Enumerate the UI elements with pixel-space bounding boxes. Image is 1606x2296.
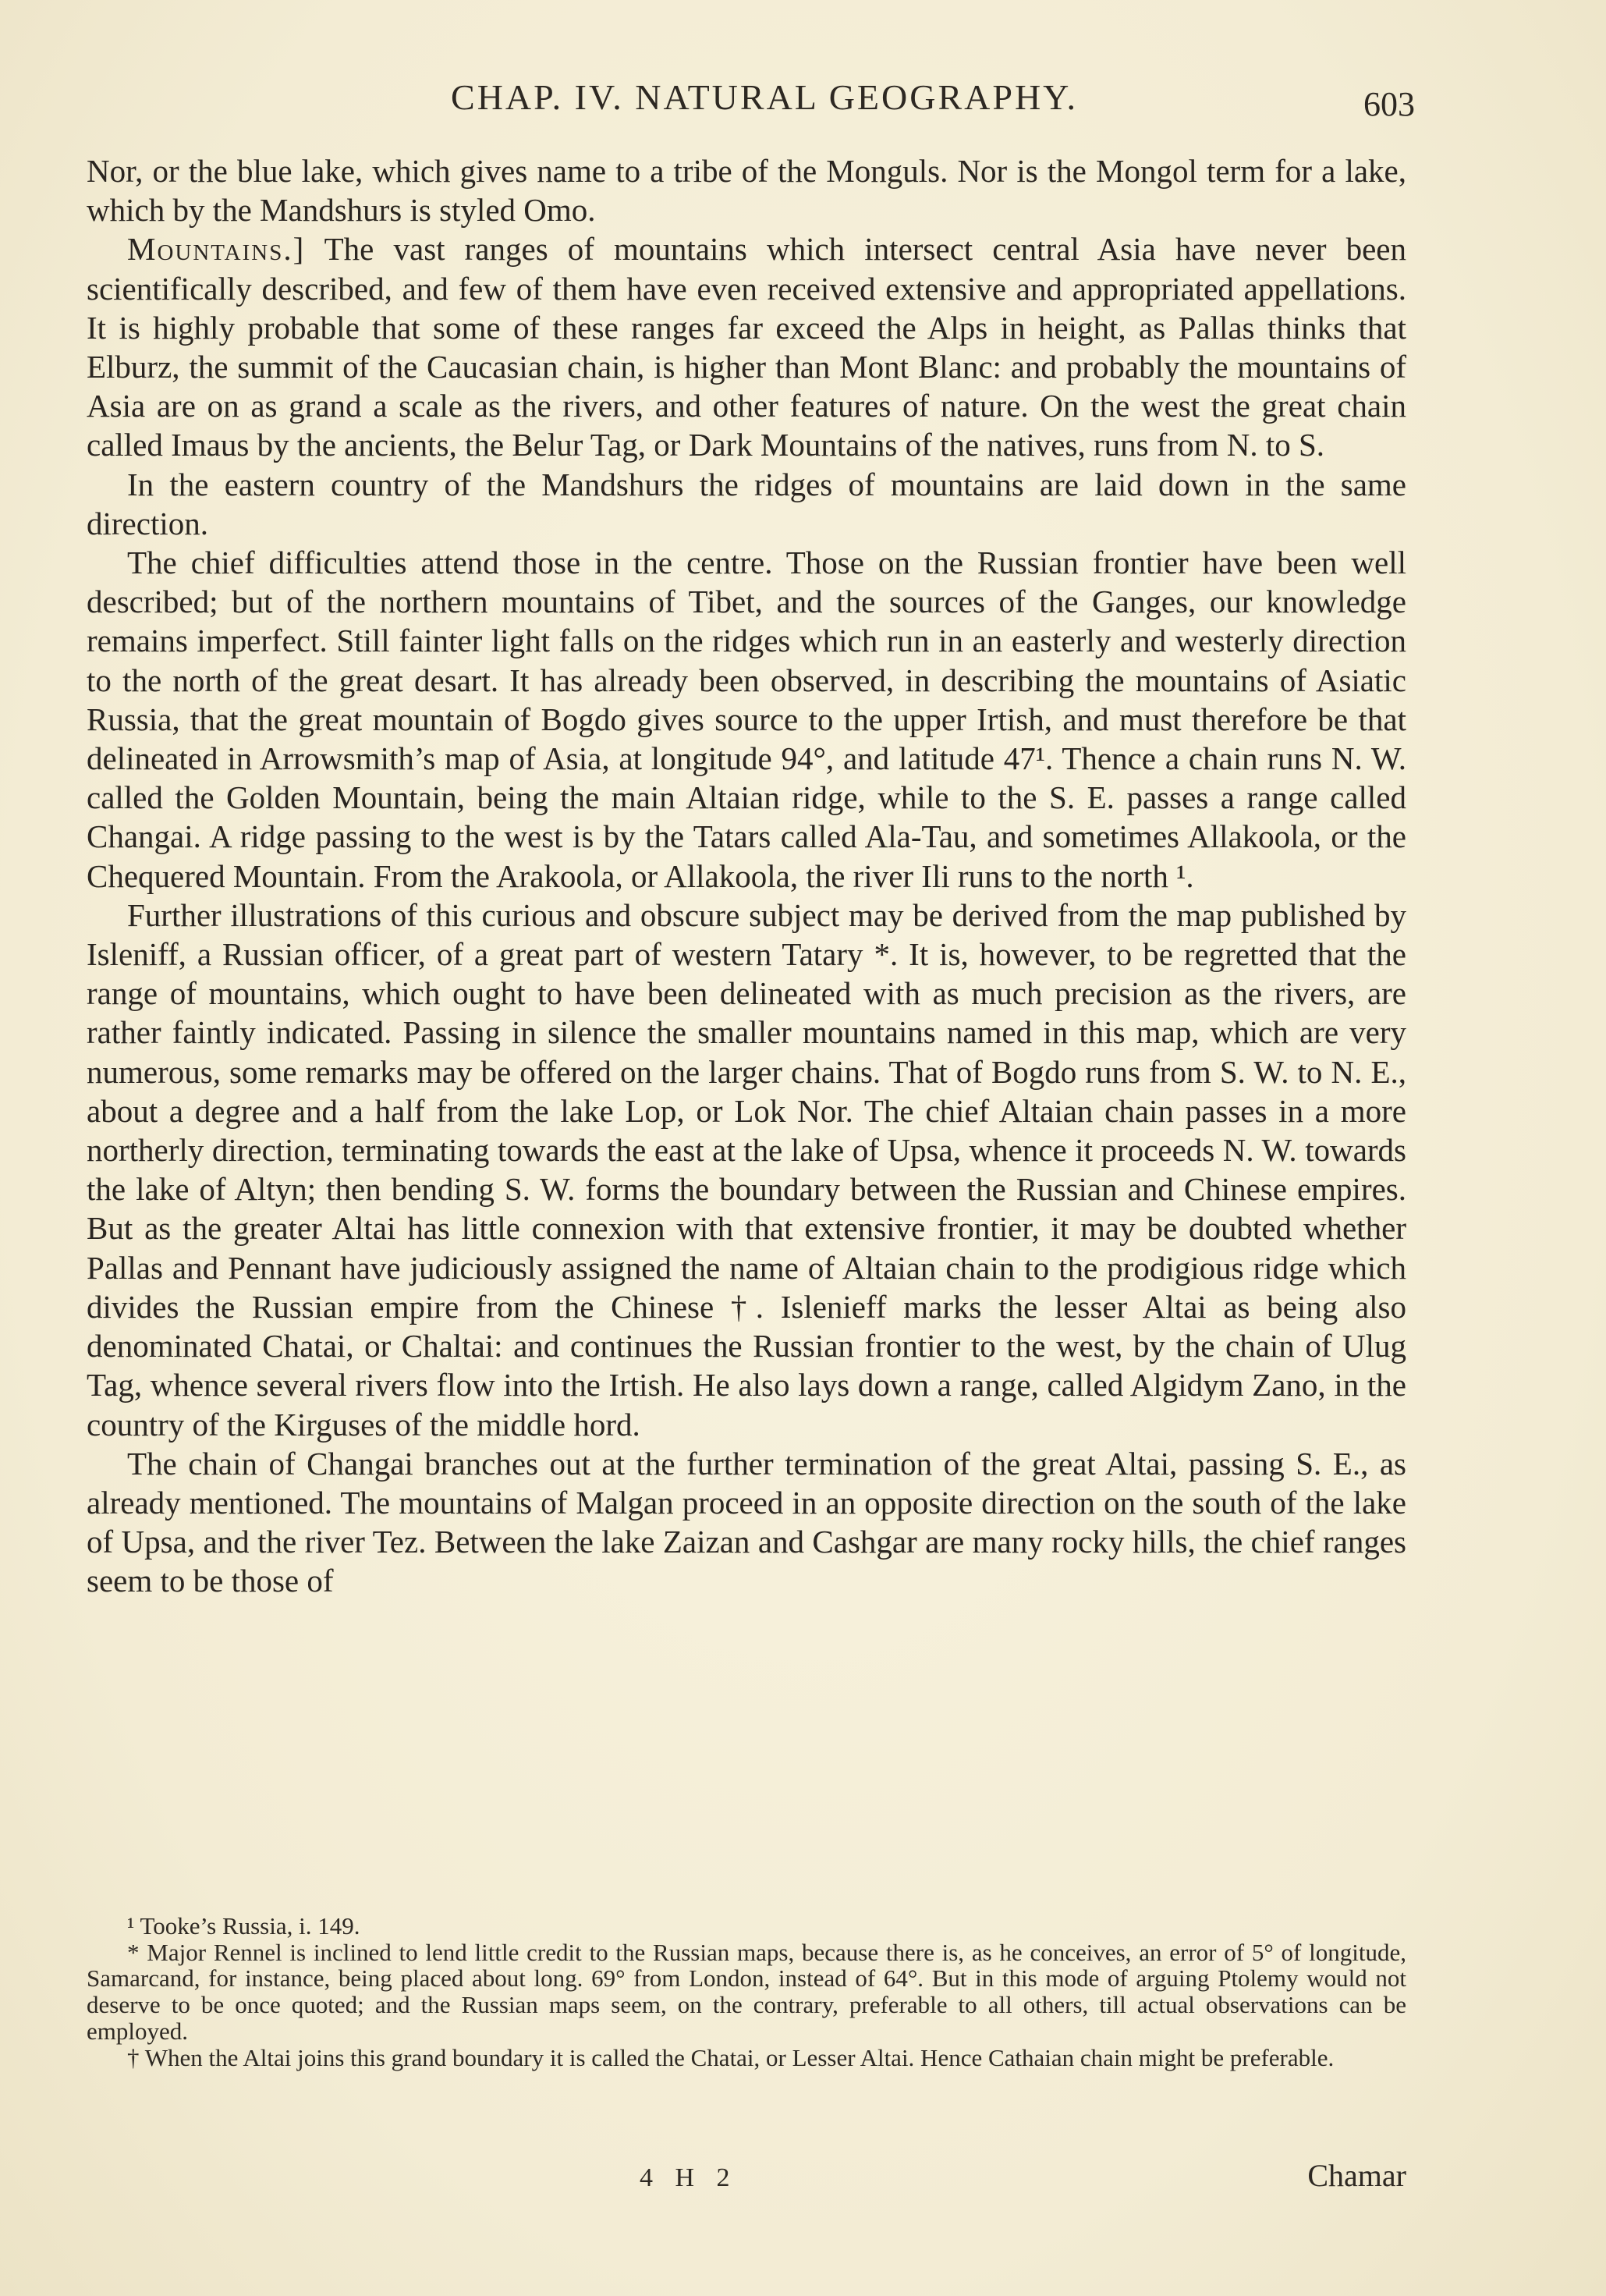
paragraph-changai: The chain of Changai branches out at the further termination of the great Altai, passing S. E., as already mentioned. The mountains of Malgan proceed in an opposite direction on the south of the lake of Upsa, and the river Tez. Between the lake Zaizan and Cashgar are many rocky hills, the chief ranges seem to be those of bbox=[87, 1445, 1406, 1599]
paragraph-mountains-text: The vast ranges of mountains which intersect central Asia have never been scientifically described, and few of them have even received extensive and appropriated appellations. It is highly probable that some of these ranges far exceed the Alps in height, as Pallas thinks that Elburz, the summit of the Caucasian chain, is higher than Mont Blanc: and probably the mountains of Asia are on as grand a scale as the rivers, and other features of nature. On the west the great chain called Imaus by the ancients, the Belur Tag, or Dark Mountains of the natives, runs from N. to S. bbox=[87, 231, 1406, 463]
body-text bbox=[87, 151, 1406, 1601]
footnote-altai: † When the Altai joins this grand boundary it is called the Chatai, or Lesser Altai. Hence Cathaian chain might be preferable. bbox=[127, 2043, 1335, 2071]
footnote-tooke: ¹ Tooke’s Russia, i. 149. bbox=[127, 1912, 360, 1939]
paragraph-centre: The chief difficulties attend those in the centre. Those on the Russian frontier have been well described; but of the northern mountains of Tibet, and the sources of the Ganges, our knowledge remains imperfect. Still fainter light falls on the ridges which run in an easterly and westerly direction to the north of the great desart. It has already been observed, in describing the mountains of Asiatic Russia, that the great mountain of Bogdo gives source to the upper Irtish, and must therefore be that delineated in Arrowsmith’s map of Asia, at longitude 94°, and latitude 47¹. Thence a chain runs N. W. called the Golden Mountain, being the main Altaian ridge, while to the S. E. passes a range called Changai. A ridge passing to the west is by the Tatars called Ala-Tau, and sometimes Allakoola, or the Chequered Mountain. From the Arakoola, or Allakoola, the river Ili runs to the north ¹. bbox=[87, 545, 1406, 894]
paragraph-mandshurs: In the eastern country of the Mandshurs the ridges of mountains are laid down in the same direction. bbox=[87, 466, 1406, 541]
running-head bbox=[125, 76, 1415, 123]
signature-mark: 4 H 2 bbox=[640, 2163, 738, 2192]
paragraph-isleniff: Further illustrations of this curious and obscure subject may be derived from the map published by Isleniff, a Russian officer, of a great part of western Tatary *. It is, however, to be regretted that the range of mountains, which ought to have been delineated with as much precision as the rivers, are rather faintly indicated. Passing in silence the smaller mountains named in this map, which are very numerous, some remarks may be offered on the larger chains. That of Bogdo runs from S. W. to N. E., about a degree and a half from the lake Lop, or Lok Nor. The chief Altaian chain passes in a more northerly direction, terminating towards the east at the lake of Upsa, whence it proceeds N. W. towards the lake of Altyn; then bending S. W. forms the boundary between the Russian and Chinese empires. But as the greater Altai has little connexion with that extensive frontier, it may be doubted whether Pallas and Pennant have judiciously assigned the name of Altaian chain to the prodigious ridge which divides the Russian empire from the Chinese †. Islenieff marks the lesser Altai as being also denominated Chatai, or Chaltai: and continues the Russian frontier to the west, by the chain of Ulug Tag, whence several rivers flow into the Irtish. He also lays down a range, called Algidym Zano, in the country of the Kirguses of the middle hord. bbox=[87, 896, 1406, 1443]
catchword: Chamar bbox=[1307, 2158, 1406, 2193]
footnote-rennel: * Major Rennel is inclined to lend little credit to the Russian maps, because there is, as he conceives, an error of 5° of longitude, Samarcand, for instance, being placed about long. 69° from London, instead of 64°. But in this mode of arguing Ptolemy would not deserve to be once quoted; and the Russian maps seem, on the contrary, preferable to all others, till actual observations can be employed. bbox=[87, 1938, 1406, 2045]
paragraph-nor: Nor, or the blue lake, which gives name to a tribe of the Monguls. Nor is the Mongol term for a lake, which by the Mandshurs is styled Omo. bbox=[87, 153, 1406, 229]
side-heading-mountains: Mountains.] bbox=[127, 231, 306, 268]
running-title: CHAP. IV. NATURAL GEOGRAPHY. bbox=[451, 77, 1078, 117]
paragraph-mountains bbox=[87, 229, 1406, 464]
footnotes bbox=[87, 1913, 1406, 2071]
page-number: 603 bbox=[1363, 85, 1415, 123]
